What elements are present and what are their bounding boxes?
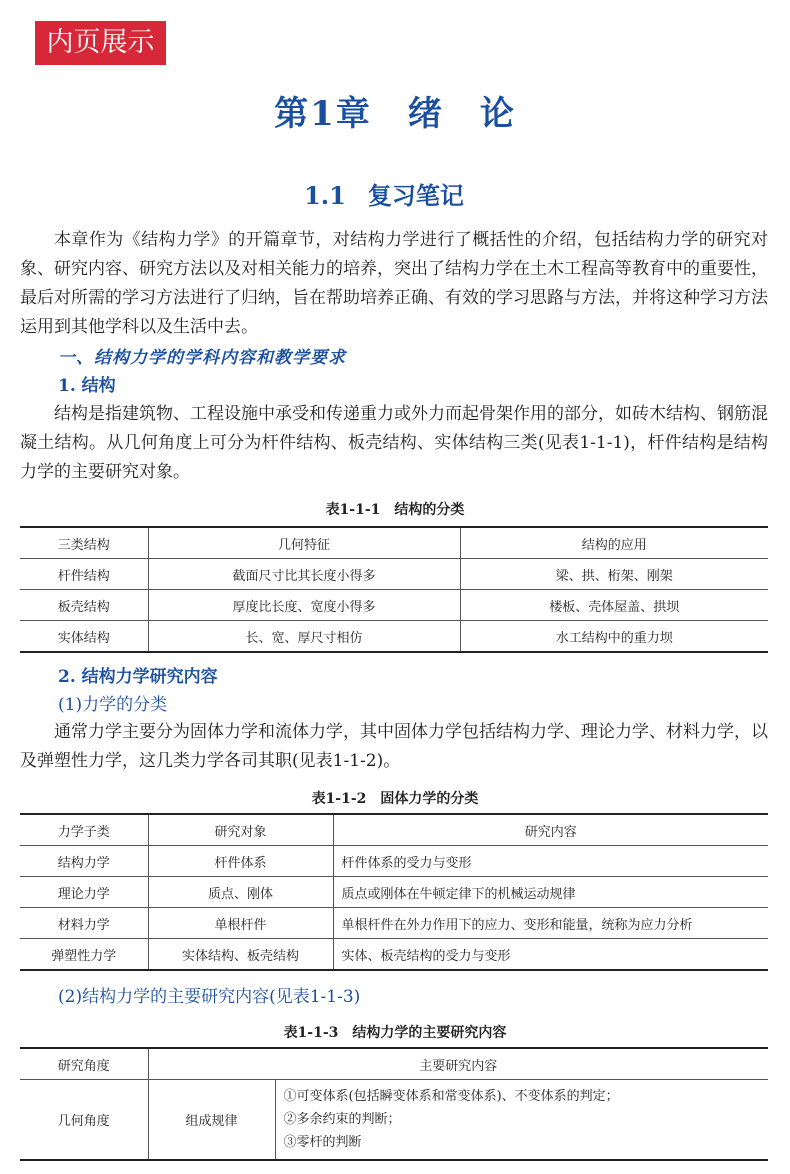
list-item: ②多余约束的判断； [283, 1111, 401, 1127]
table-row [20, 621, 768, 653]
cell: 板壳结构 [20, 590, 148, 621]
section-number: 1.1 [304, 181, 346, 210]
cell: 楼板、壳体屋盖、拱坝 [460, 590, 768, 621]
table-row [20, 846, 768, 877]
cell: 水工结构中的重力坝 [460, 621, 768, 653]
cell: 厚度比长度、宽度小得多 [148, 590, 460, 621]
table1-caption: 表1-1-1 结构的分类 [325, 502, 465, 518]
header-cell: 主要研究内容 [148, 1048, 768, 1080]
table-main-research [20, 1047, 768, 1161]
cell: 长、宽、厚尺寸相仿 [148, 621, 460, 653]
cell: 实体结构、板壳结构 [148, 939, 333, 971]
heading-1: 一、结构力学的学科内容和教学要求 [58, 348, 346, 368]
cell [275, 1080, 768, 1160]
table-header-row [20, 814, 768, 846]
cell: 梁、拱、桁架、刚架 [460, 559, 768, 590]
cell: 单根杆件在外力作用下的应力、变形和能量，统称为应力分析 [333, 908, 768, 939]
cell: 结构力学 [20, 846, 148, 877]
cell: 截面尺寸比其长度小得多 [148, 559, 460, 590]
cell: 实体、板壳结构的受力与变形 [333, 939, 768, 971]
header-cell: 研究角度 [57, 1058, 110, 1074]
list-item: ③零杆的判断 [283, 1134, 362, 1150]
cell: 质点、刚体 [148, 877, 333, 908]
cell: 单根杆件 [148, 908, 333, 939]
subheading-mechanics-classification: (1)力学的分类 [58, 695, 168, 715]
cell: 弹塑性力学 [20, 939, 148, 971]
subheading-main-research: (2)结构力学的主要研究内容(见表1-1-3) [58, 987, 361, 1007]
header-cell: 研究内容 [333, 814, 768, 846]
list-item: ①可变体系(包括瞬变体系和常变体系)、不变体系的判定； [283, 1088, 619, 1104]
header-cell: 几何特征 [148, 527, 460, 559]
cell: 杆件体系的受力与变形 [333, 846, 768, 877]
structure-paragraph: 结构是指建筑物、工程设施中承受和传递重力或外力而起骨架作用的部分，如砖木结构、钢筋混凝土结构。从几何角度上可分为杆件结构、板壳结构、实体结构三类(见表1-1-1)，杆件结构是结构力学的主要研究对象。 [20, 404, 768, 482]
table-solid-mechanics [20, 813, 768, 971]
cell: 实体结构 [20, 621, 148, 653]
table3-caption: 表1-1-3 结构力学的主要研究内容 [283, 1025, 507, 1041]
subheading-research-content: 2. 结构力学研究内容 [58, 667, 218, 687]
cell: 组成规律 [148, 1080, 275, 1160]
cell: 杆件结构 [20, 559, 148, 590]
cell: 质点或刚体在牛顿定律下的机械运动规律 [333, 877, 768, 908]
cell: 杆件体系 [148, 846, 333, 877]
preview-badge: 内页展示 [35, 21, 166, 65]
table-row [20, 590, 768, 621]
section-name: 复习笔记 [367, 181, 464, 210]
header-cell: 研究对象 [148, 814, 333, 846]
table-header-row [20, 1048, 768, 1080]
intro-paragraph: 本章作为《结构力学》的开篇章节，对结构力学进行了概括性的介绍，包括结构力学的研究对象、研究内容、研究方法以及对相关能力的培养，突出了结构力学在土木工程高等教育中的重要性，最后对所需的学习方法进行了归纳，旨在帮助培养正确、有效的学习思路与方法，并将这种学习方法运用到其他学科以及生活中去。 [20, 230, 768, 337]
table2-caption: 表1-1-2 固体力学的分类 [311, 791, 479, 807]
cell: 理论力学 [20, 877, 148, 908]
table-row [20, 908, 768, 939]
table-row [20, 1080, 768, 1160]
header-cell: 三类结构 [57, 537, 110, 553]
cell: 几何角度 [20, 1080, 148, 1160]
mechanics-paragraph: 通常力学主要分为固体力学和流体力学，其中固体力学包括结构力学、理论力学、材料力学，以及弹塑性力学，这几类力学各司其职(见表1-1-2)。 [20, 722, 768, 771]
header-cell: 力学子类 [57, 824, 110, 840]
cell: 材料力学 [20, 908, 148, 939]
chapter-title: 第1章 绪 论 [274, 94, 516, 134]
table-row [20, 559, 768, 590]
table-header-row [20, 527, 768, 559]
header-cell: 结构的应用 [460, 527, 768, 559]
table-row [20, 877, 768, 908]
table-row [20, 939, 768, 971]
subheading-structure: 1. 结构 [58, 376, 116, 396]
section-title [0, 176, 790, 211]
table-structure-classification [20, 526, 768, 653]
